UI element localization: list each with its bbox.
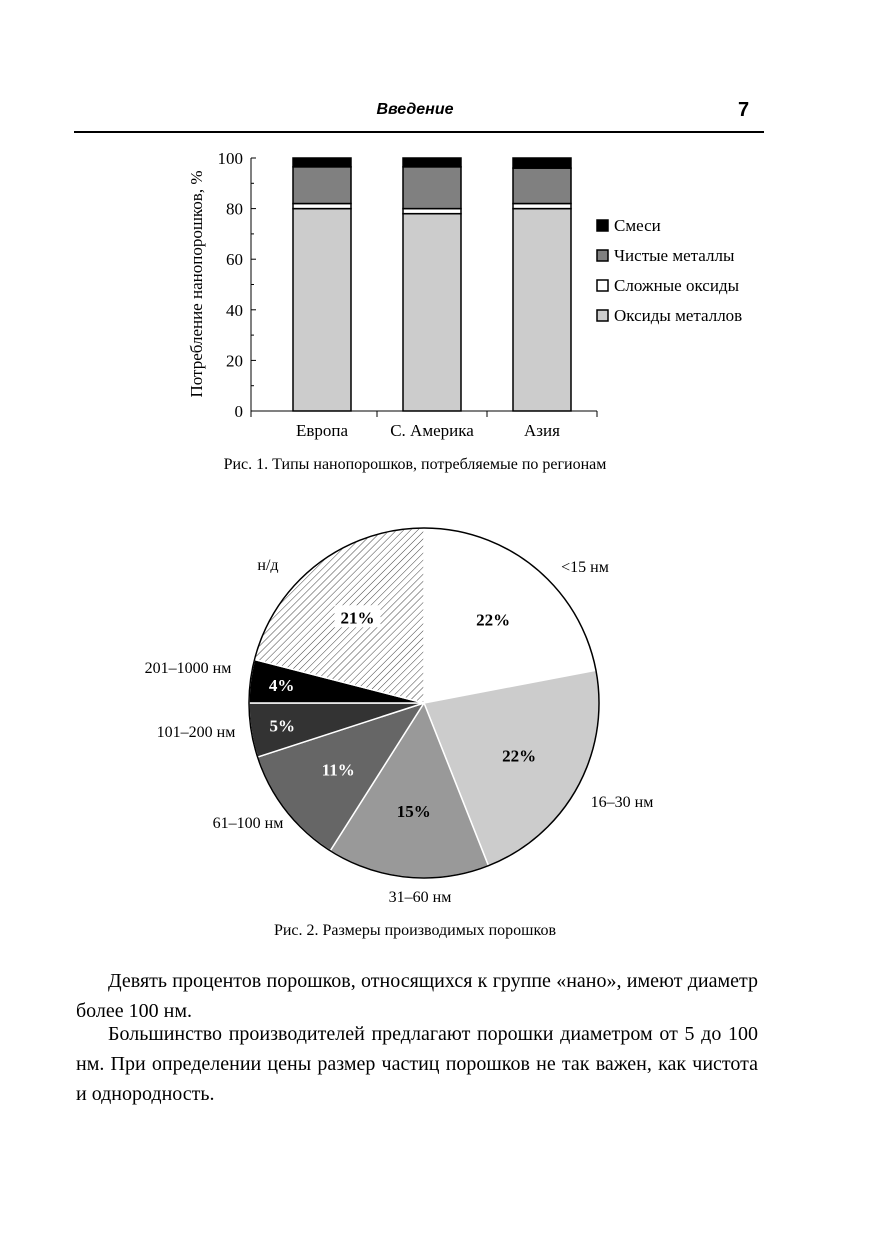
y-tick-label: 100: [217, 149, 243, 168]
body-paragraph-2: Большинство производителей предлагают порошки диаметром от 5 до 100 нм. При определении цены размер частиц порошков не так важен, как чистота и однородность.: [76, 1023, 758, 1105]
figure-2-caption: Рис. 2. Размеры производимых порошков: [273, 922, 557, 939]
pie-category-label: 16–30 нм: [590, 794, 654, 811]
y-tick-label: 0: [234, 402, 243, 421]
pie-category-label: 31–60 нм: [388, 889, 452, 906]
y-axis-label: Потребление нанопорошков, %: [187, 170, 206, 398]
pie-category-label: 101–200 нм: [156, 724, 236, 741]
x-tick-label: Азия: [524, 421, 560, 440]
y-tick-label: 40: [226, 300, 243, 320]
x-tick-label: С. Америка: [390, 421, 474, 440]
pie-pct-label: 4%: [268, 676, 295, 696]
pie-pct-label: 22%: [502, 746, 537, 766]
pie-pct-label: 15%: [396, 802, 431, 822]
y-tick-label: 20: [226, 351, 243, 371]
y-tick-label: 60: [226, 250, 243, 270]
legend-label: Смеси: [614, 216, 661, 235]
figure-1-caption: Рис. 1. Типы нанопорошков, потребляемые по регионам: [223, 456, 607, 473]
running-header-title: Введение: [376, 101, 454, 118]
pie-category-label: 201–1000 нм: [144, 660, 232, 677]
pie-pct-label: 22%: [476, 610, 511, 630]
page-number: 7: [738, 99, 750, 121]
pie-category-label: н/д: [257, 557, 279, 574]
y-tick-label: 80: [226, 199, 243, 219]
body-paragraph-1: Девять процентов порошков, относящихся к группе «нано», имеют диаметр более 100 нм.: [76, 970, 758, 1022]
pie-category-label: <15 нм: [561, 559, 609, 576]
pie-pct-label: 11%: [321, 760, 355, 780]
legend-label: Чистые металлы: [614, 246, 735, 265]
legend-label: Сложные оксиды: [614, 276, 740, 295]
legend-label: Оксиды металлов: [614, 306, 743, 325]
pie-category-label: 61–100 нм: [212, 815, 284, 832]
pie-pct-label: 21%: [340, 608, 375, 628]
pie-pct-label: 5%: [269, 716, 296, 736]
x-tick-label: Европа: [295, 421, 349, 440]
